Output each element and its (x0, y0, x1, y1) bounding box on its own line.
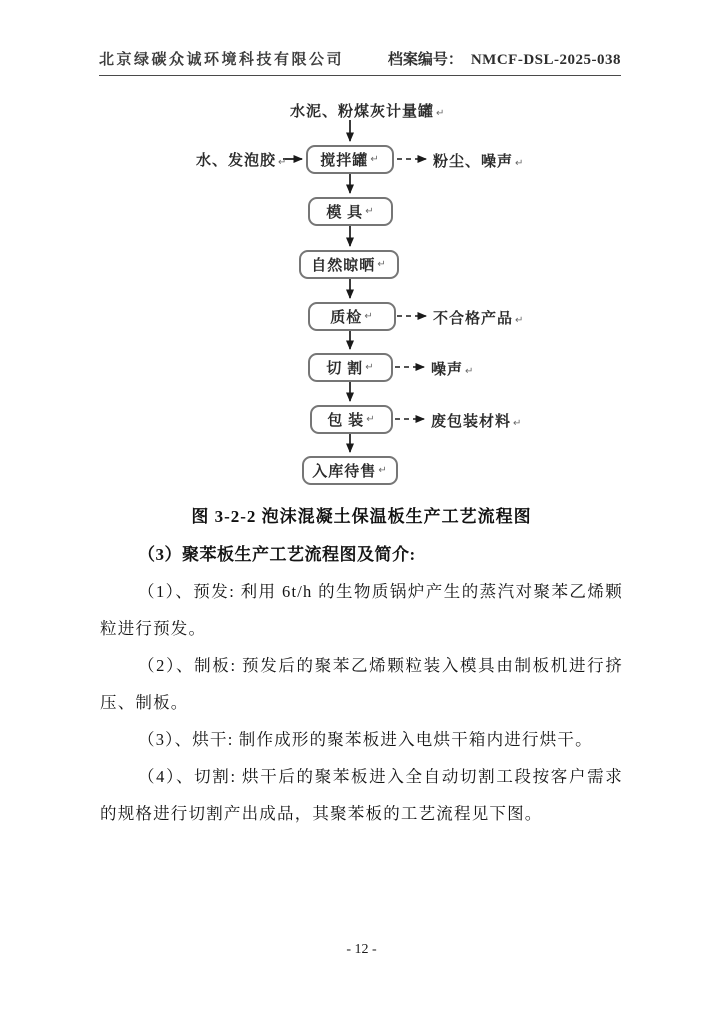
paragraph-mark: ↵ (515, 315, 525, 326)
company-name: 北京绿碳众诚环境科技有限公司 (99, 52, 345, 68)
paragraph-mark: ↵ (377, 259, 387, 270)
paragraph-mark: ↵ (378, 465, 388, 476)
flow-node-natural-drying: 自然晾晒 ↵ (299, 250, 399, 279)
archive-label: 档案编号： (387, 52, 463, 68)
flow-output-rejects: 不合格产品 ↵ (433, 311, 525, 327)
flow-output-noise: 噪声 ↵ (431, 362, 475, 378)
flow-node-quality-inspection: 质检 ↵ (308, 302, 396, 331)
flow-node-mixing-tank: 搅拌罐 ↵ (306, 145, 394, 174)
flow-node-packing: 包 装 ↵ (310, 405, 393, 434)
paragraph-mark: ↵ (515, 158, 525, 169)
paragraph-mark: ↵ (365, 362, 375, 373)
archive-value: NMCF-DSL-2025-038 (470, 52, 621, 68)
body-text (100, 536, 623, 832)
paragraph-mark: ↵ (364, 311, 374, 322)
archive-number (388, 48, 621, 69)
paragraph-mark: ↵ (370, 154, 380, 165)
paragraph-board-making: （2）、制板: 预发后的聚苯乙烯颗粒装入模具由制板机进行挤压、制板。 (100, 656, 623, 712)
paragraph-mark: ↵ (436, 108, 446, 119)
flow-output-waste-packaging: 废包装材料 ↵ (431, 414, 523, 430)
page-header (99, 48, 621, 76)
paragraph-prefoaming: （1）、预发: 利用 6t/h 的生物质锅炉产生的蒸汽对聚苯乙烯颗粒进行预发。 (100, 582, 623, 638)
section-heading: （3）聚苯板生产工艺流程图及简介: (138, 545, 416, 564)
figure-caption: 图 3-2-2 泡沫混凝土保温板生产工艺流程图 (191, 507, 532, 526)
flow-node-storage-sale: 入库待售 ↵ (302, 456, 398, 485)
flow-output-dust-noise: 粉尘、噪声 ↵ (433, 154, 525, 170)
flow-input-cement: 水泥、粉煤灰计量罐 ↵ (290, 104, 446, 120)
process-flowchart (0, 95, 723, 497)
flow-input-water-foam: 水、发泡胶 ↵ (196, 153, 288, 169)
paragraph-mark: ↵ (513, 418, 523, 429)
flow-node-cutting: 切 割 ↵ (308, 353, 393, 382)
paragraph-cutting: （4）、切割: 烘干后的聚苯板进入全自动切割工段按客户需求的规格进行切割产出成品，其聚苯板的工艺流程见下图。 (100, 767, 623, 823)
paragraph-mark: ↵ (366, 414, 376, 425)
paragraph-drying: （3）、烘干: 制作成形的聚苯板进入电烘干箱内进行烘干。 (138, 730, 593, 749)
page-number: - 12 - (346, 942, 377, 957)
flow-node-mold: 模 具 ↵ (308, 197, 393, 226)
paragraph-mark: ↵ (465, 366, 475, 377)
paragraph-mark: ↵ (278, 157, 288, 168)
paragraph-mark: ↵ (365, 206, 375, 217)
